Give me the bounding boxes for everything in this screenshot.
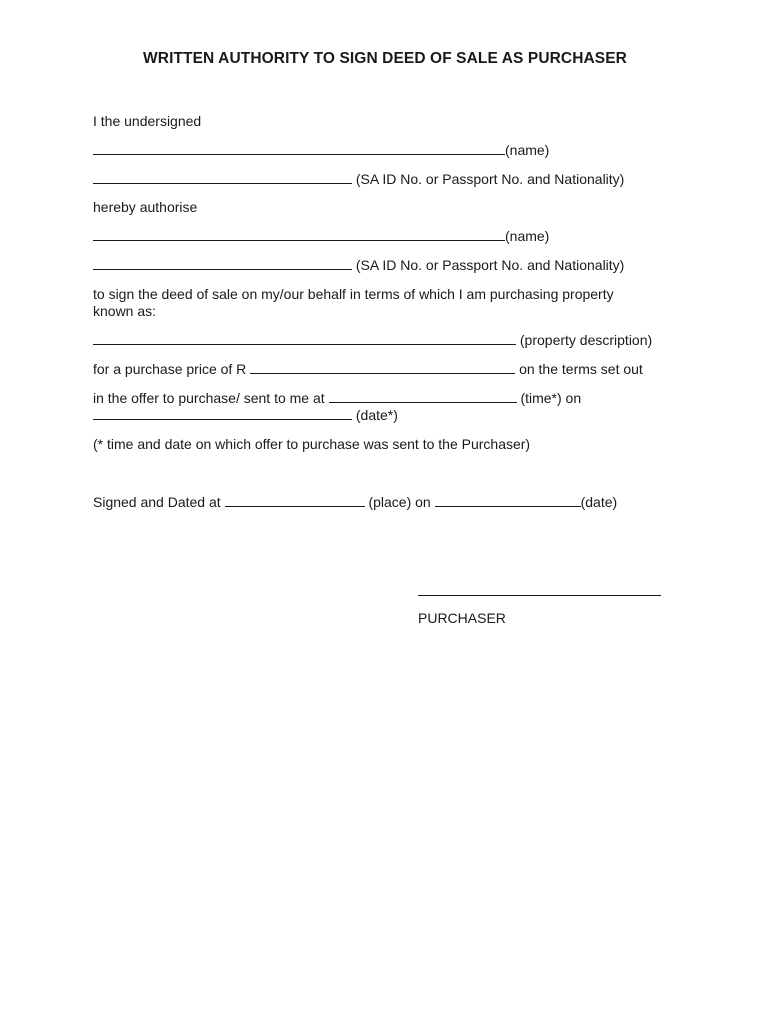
undersigned-name-row (93, 142, 549, 159)
property-row (93, 332, 652, 349)
sign-text-line-1: to sign the deed of sale on my/our behalf in terms of which I am purchasing property (93, 286, 614, 302)
document-title: WRITTEN AUTHORITY TO SIGN DEED OF SALE AS PURCHASER (143, 50, 627, 67)
name-label: (name) (505, 142, 550, 158)
property-description-field[interactable] (93, 332, 516, 345)
purchaser-label: PURCHASER (418, 610, 506, 626)
price-suffix: on the terms set out (519, 361, 643, 377)
property-label: (property description) (519, 332, 653, 348)
authorised-id-field[interactable] (93, 257, 352, 270)
signed-prefix: Signed and Dated at (93, 494, 221, 510)
offer-row (93, 390, 581, 407)
place-field[interactable] (225, 494, 365, 507)
name-label: (name) (505, 228, 550, 244)
signature-field[interactable] (418, 595, 661, 596)
authorised-id-row (93, 257, 624, 274)
sign-text-line-2: known as: (93, 303, 157, 319)
undersigned-id-field[interactable] (93, 171, 352, 184)
purchase-price-field[interactable] (250, 361, 515, 374)
offer-date-field[interactable] (93, 407, 352, 420)
authorised-name-field[interactable] (93, 228, 505, 241)
intro-text: I the undersigned (93, 113, 202, 129)
date-star-label: (date*) (355, 407, 398, 423)
undersigned-name-field[interactable] (93, 142, 505, 155)
undersigned-id-row (93, 171, 624, 188)
time-label: (time*) on (520, 390, 582, 406)
id-label: (SA ID No. or Passport No. and Nationality) (355, 171, 625, 187)
date-label: (date) (580, 494, 618, 510)
offer-date-row (93, 407, 398, 424)
footnote: (* time and date on which offer to purchase was sent to the Purchaser) (93, 436, 531, 452)
price-prefix: for a purchase price of R (93, 361, 247, 377)
price-row (93, 361, 643, 378)
place-label: (place) on (368, 494, 431, 510)
id-label: (SA ID No. or Passport No. and Nationality) (355, 257, 625, 273)
signed-row (93, 494, 617, 511)
offer-prefix: in the offer to purchase/ sent to me at (93, 390, 325, 406)
sign-date-field[interactable] (435, 494, 581, 507)
authorise-text: hereby authorise (93, 199, 198, 215)
offer-time-field[interactable] (329, 390, 517, 403)
authorised-name-row (93, 228, 549, 245)
